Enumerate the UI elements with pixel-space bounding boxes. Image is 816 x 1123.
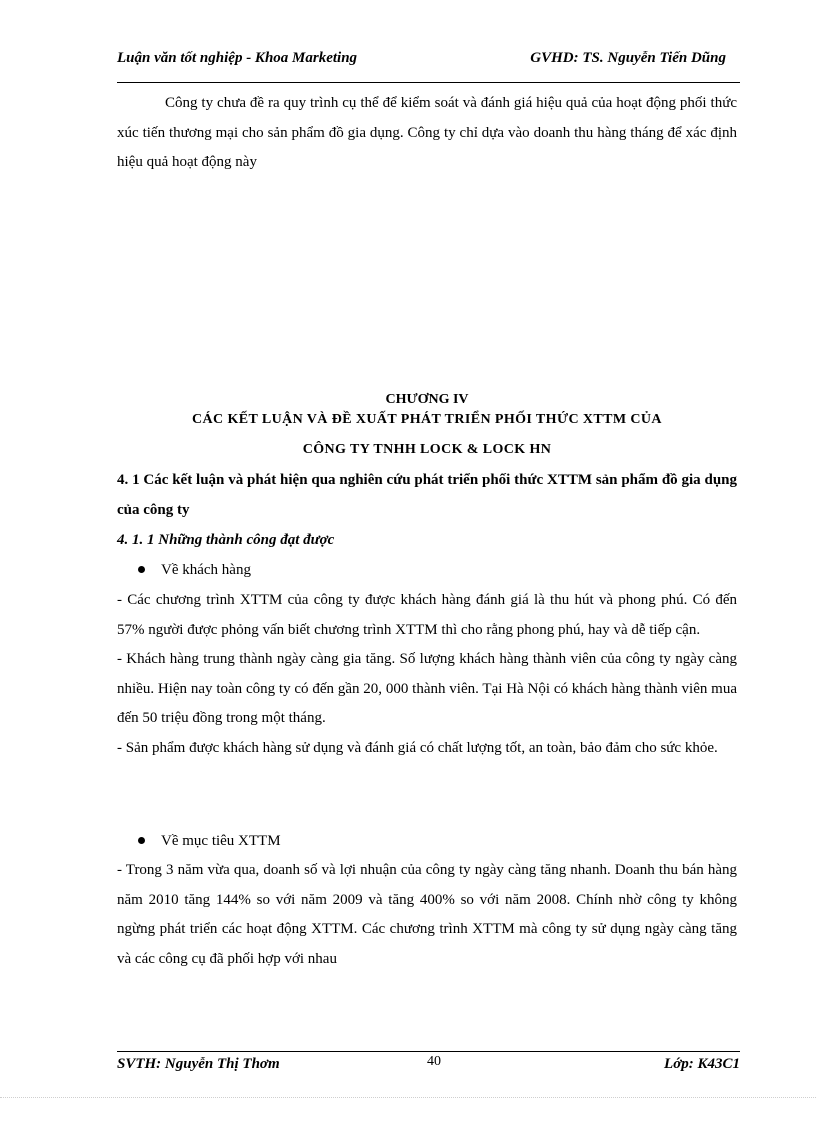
bullet-label: Về mục tiêu XTTM (161, 833, 281, 849)
bullet-customers (138, 556, 251, 586)
header-rule (117, 82, 740, 83)
bullet-dot-icon (138, 837, 145, 844)
intro-paragraph: Công ty chưa đề ra quy trình cụ thể để kiểm soát và đánh giá hiệu quả của hoạt động phối thức xúc tiến thương mại cho sản phẩm đồ gia dụng. Công ty chỉ dựa vào doanh thu hàng tháng để xác định hiệu quả hoạt động này (117, 95, 737, 170)
goal-paragraphs (117, 856, 737, 974)
paragraph: - Sản phẩm được khách hàng sử dụng và đánh giá có chất lượng tốt, an toàn, bảo đảm cho sức khỏe. (117, 739, 718, 756)
chapter-number: CHƯƠNG IV (385, 392, 469, 407)
bullet-label: Về khách hàng (161, 562, 251, 578)
paragraph: - Các chương trình XTTM của công ty được khách hàng đánh giá là thu hút và phong phú. Có đến 57% người được phỏng vấn biết chương trình XTTM thì cho rằng phong phú, hay và dễ tiếp cận. (117, 592, 737, 638)
chapter-title-line-1: CÁC KẾT LUẬN VÀ ĐỀ XUẤT PHÁT TRIỂN PHỐI THỨC XTTM CỦA (192, 412, 662, 427)
footer-rule (117, 1051, 740, 1052)
chapter-title (117, 405, 737, 465)
subsection-heading: 4. 1. 1 Những thành công đạt được (117, 532, 335, 548)
page-boundary-divider (0, 1097, 816, 1098)
footer-student: SVTH: Nguyễn Thị Thơm (117, 1056, 280, 1072)
header-thesis-title: Luận văn tốt nghiệp - Khoa Marketing (117, 50, 358, 66)
header-advisor: GVHD: TS. Nguyễn Tiến Dũng (530, 50, 726, 66)
bullet-goals (138, 827, 281, 857)
page-number: 40 (427, 1054, 441, 1069)
page-header (117, 50, 740, 70)
bullet-dot-icon (138, 566, 145, 573)
section-heading: 4. 1 Các kết luận và phát hiện qua nghiên cứu phát triển phối thức XTTM sản phẩm đồ gia dụng của công ty (117, 472, 737, 518)
customer-paragraphs (117, 586, 737, 763)
chapter-title-line-2: CÔNG TY TNHH LOCK & LOCK HN (302, 442, 552, 457)
footer-class: Lớp: K43C1 (664, 1056, 740, 1072)
page-footer (117, 1056, 740, 1076)
paragraph: - Trong 3 năm vừa qua, doanh số và lợi nhuận của công ty ngày càng tăng nhanh. Doanh thu bán hàng năm 2010 tăng 144% so với năm 2009 và tăng 400% so với năm 2008. Chính nhờ công ty không ngừng phát triển các hoạt động XTTM. Các chương trình XTTM mà công ty sử dụng ngày càng tăng và các công cụ đã phối hợp với nhau (117, 862, 737, 967)
paragraph: - Khách hàng trung thành ngày càng gia tăng. Số lượng khách hàng thành viên của công ty ngày càng nhiều. Hiện nay toàn công ty có đến gần 20, 000 thành viên. Tại Hà Nội có khách hàng thành viên mua đến 50 triệu đồng trong một tháng. (117, 651, 737, 726)
